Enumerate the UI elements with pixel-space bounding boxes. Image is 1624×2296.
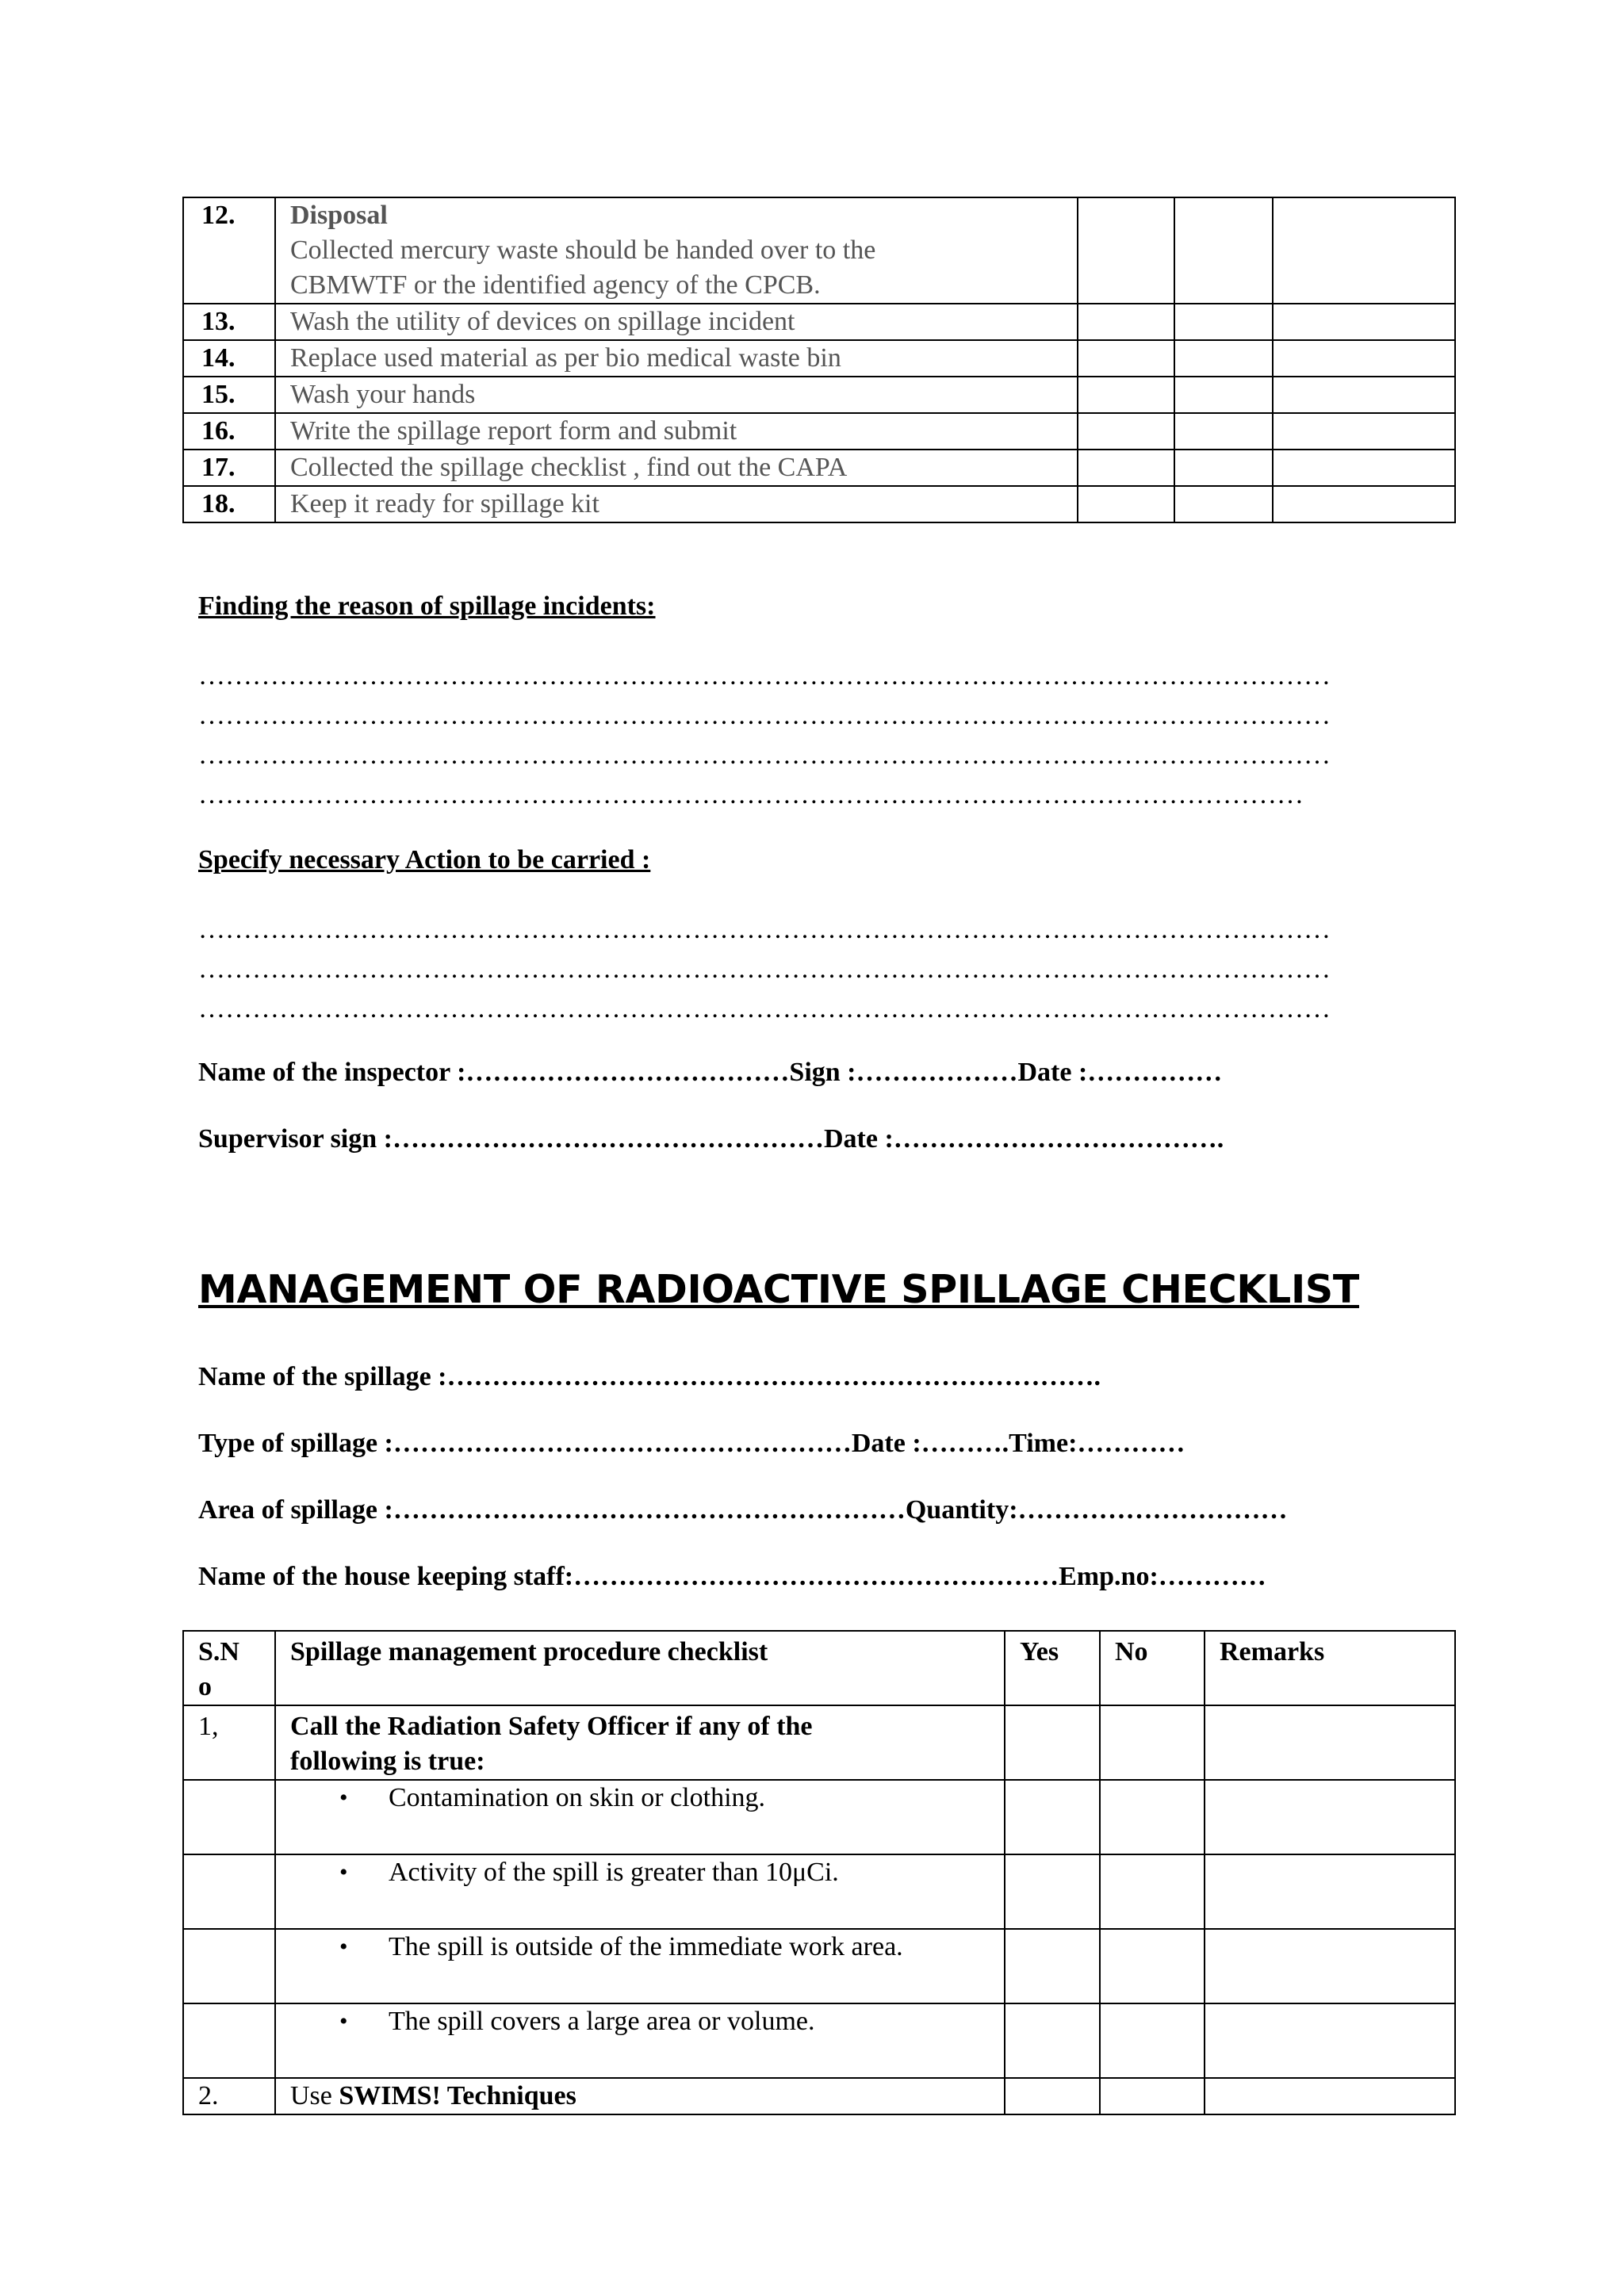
remarks-cell[interactable] bbox=[1273, 486, 1455, 522]
yes-cell[interactable] bbox=[1078, 197, 1174, 304]
no-cell[interactable] bbox=[1174, 304, 1273, 340]
row-number: 18. bbox=[183, 486, 275, 522]
yes-cell[interactable] bbox=[1078, 486, 1174, 522]
no-cell[interactable] bbox=[1100, 1854, 1205, 1929]
yes-cell[interactable] bbox=[1078, 304, 1174, 340]
table-row bbox=[183, 486, 1455, 522]
no-cell[interactable] bbox=[1174, 197, 1273, 304]
remarks-cell[interactable] bbox=[1273, 450, 1455, 486]
dotted-line: ……………………………………………………………………………………………………………… bbox=[198, 994, 1331, 1024]
header-yes: Yes bbox=[1005, 1631, 1100, 1705]
remarks-cell[interactable] bbox=[1273, 377, 1455, 413]
table-row bbox=[183, 1705, 1455, 1780]
dotted-line: ……………………………………………………………………………………………………………… bbox=[198, 661, 1331, 691]
inspector-line[interactable]: Name of the inspector :………………………………Sign :………………Date :…………… bbox=[198, 1058, 1223, 1087]
table-row bbox=[183, 413, 1455, 450]
header-procedure: Spillage management procedure checklist bbox=[275, 1631, 1005, 1705]
row-number: 15. bbox=[183, 377, 275, 413]
list-item: • The spill covers a large area or volume. bbox=[338, 2004, 1004, 2039]
row-number bbox=[183, 1780, 275, 1854]
no-cell[interactable] bbox=[1174, 413, 1273, 450]
row-number: 2. bbox=[183, 2078, 275, 2114]
radioactive-checklist-table bbox=[182, 1630, 1456, 2115]
list-item: • The spill is outside of the immediate work area. bbox=[338, 1930, 1004, 1965]
row-number: 16. bbox=[183, 413, 275, 450]
no-cell[interactable] bbox=[1174, 450, 1273, 486]
remarks-cell[interactable] bbox=[1205, 1705, 1455, 1780]
row-text: Collected the spillage checklist , find out the CAPA bbox=[275, 450, 1078, 486]
yes-cell[interactable] bbox=[1078, 340, 1174, 377]
page-title: MANAGEMENT OF RADIOACTIVE SPILLAGE CHECKLIST bbox=[198, 1267, 1360, 1312]
no-cell[interactable] bbox=[1100, 2003, 1205, 2078]
remarks-cell[interactable] bbox=[1205, 2003, 1455, 2078]
row-text: Keep it ready for spillage kit bbox=[275, 486, 1078, 522]
table-row bbox=[183, 377, 1455, 413]
header-remarks: Remarks bbox=[1205, 1631, 1455, 1705]
row-text bbox=[275, 1929, 1005, 2003]
no-cell[interactable] bbox=[1174, 340, 1273, 377]
remarks-cell[interactable] bbox=[1205, 1780, 1455, 1854]
yes-cell[interactable] bbox=[1005, 2003, 1100, 2078]
table-row bbox=[183, 2003, 1455, 2078]
row-text bbox=[275, 1854, 1005, 1929]
housekeeping-line[interactable]: Name of the house keeping staff:………………………………………………Emp.no:………… bbox=[198, 1562, 1266, 1591]
header-no: No bbox=[1100, 1631, 1205, 1705]
remarks-cell[interactable] bbox=[1205, 1929, 1455, 2003]
row-text bbox=[275, 197, 1078, 304]
bullet-icon: • bbox=[339, 1934, 348, 1960]
remarks-cell[interactable] bbox=[1273, 340, 1455, 377]
no-cell[interactable] bbox=[1100, 1929, 1205, 2003]
table-row bbox=[183, 1854, 1455, 1929]
row-text: Replace used material as per bio medical waste bin bbox=[275, 340, 1078, 377]
row-description: Collected mercury waste should be handed over to the CBMWTF or the identified agency of the CPCB. bbox=[290, 235, 876, 300]
dotted-line: ……………………………………………………………………………………………………………… bbox=[198, 915, 1331, 944]
spillage-name-line[interactable]: Name of the spillage :………………………………………………………………. bbox=[198, 1362, 1101, 1391]
yes-cell[interactable] bbox=[1078, 450, 1174, 486]
dotted-line: ……………………………………………………………………………………………………………… bbox=[198, 701, 1331, 730]
row-number: 13. bbox=[183, 304, 275, 340]
no-cell[interactable] bbox=[1100, 2078, 1205, 2114]
table-row bbox=[183, 1780, 1455, 1854]
row-number: 1, bbox=[183, 1705, 275, 1780]
row-text: Wash the utility of devices on spillage incident bbox=[275, 304, 1078, 340]
bullet-icon: • bbox=[339, 1785, 348, 1811]
spillage-type-line[interactable]: Type of spillage :……………………………………………Date :……….Time:………… bbox=[198, 1429, 1185, 1458]
header-sno: S.N o bbox=[183, 1631, 275, 1705]
row-number: 17. bbox=[183, 450, 275, 486]
yes-cell[interactable] bbox=[1005, 1780, 1100, 1854]
no-cell[interactable] bbox=[1100, 1705, 1205, 1780]
yes-cell[interactable] bbox=[1078, 377, 1174, 413]
row-text: Wash your hands bbox=[275, 377, 1078, 413]
table-row bbox=[183, 450, 1455, 486]
list-item: • Activity of the spill is greater than 10μCi. bbox=[338, 1855, 1004, 1890]
no-cell[interactable] bbox=[1100, 1780, 1205, 1854]
reason-heading: Finding the reason of spillage incidents: bbox=[198, 591, 656, 621]
remarks-cell[interactable] bbox=[1273, 304, 1455, 340]
action-lines[interactable] bbox=[198, 910, 1451, 1029]
yes-cell[interactable] bbox=[1005, 1705, 1100, 1780]
row-number bbox=[183, 1854, 275, 1929]
remarks-cell[interactable] bbox=[1205, 2078, 1455, 2114]
row-text bbox=[275, 2003, 1005, 2078]
dotted-line: ……………………………………………………………………………………………………………… bbox=[198, 955, 1331, 984]
supervisor-line[interactable]: Supervisor sign :…………………………………………Date :………………………………. bbox=[198, 1124, 1224, 1154]
yes-cell[interactable] bbox=[1005, 1854, 1100, 1929]
no-cell[interactable] bbox=[1174, 486, 1273, 522]
table-header-row bbox=[183, 1631, 1455, 1705]
reason-lines[interactable] bbox=[198, 656, 1451, 815]
remarks-cell[interactable] bbox=[1205, 1854, 1455, 1929]
row-text: Write the spillage report form and submit bbox=[275, 413, 1078, 450]
action-heading: Specify necessary Action to be carried : bbox=[198, 845, 651, 874]
row-subtitle: Disposal bbox=[290, 201, 388, 230]
bullet-icon: • bbox=[339, 1859, 348, 1885]
row-text: Use SWIMS! Techniques bbox=[275, 2078, 1005, 2114]
table-row bbox=[183, 197, 1455, 304]
row-text bbox=[275, 1780, 1005, 1854]
table-row bbox=[183, 340, 1455, 377]
row-text: Call the Radiation Safety Officer if any of the following is true: bbox=[275, 1705, 1005, 1780]
yes-cell[interactable] bbox=[1005, 1929, 1100, 2003]
table-row bbox=[183, 304, 1455, 340]
yes-cell[interactable] bbox=[1078, 413, 1174, 450]
row-number: 14. bbox=[183, 340, 275, 377]
spillage-area-line[interactable]: Area of spillage :…………………………………………………Quantity:………………………… bbox=[198, 1495, 1288, 1525]
yes-cell[interactable] bbox=[1005, 2078, 1100, 2114]
remarks-cell[interactable] bbox=[1273, 197, 1455, 304]
row-number bbox=[183, 1929, 275, 2003]
dotted-line: ……………………………………………………………………………………………………………… bbox=[198, 740, 1331, 770]
no-cell[interactable] bbox=[1174, 377, 1273, 413]
row-number: 12. bbox=[183, 197, 275, 304]
top-checklist-table bbox=[182, 197, 1456, 523]
table-row bbox=[183, 1929, 1455, 2003]
list-item: • Contamination on skin or clothing. bbox=[338, 1781, 1004, 1816]
remarks-cell[interactable] bbox=[1273, 413, 1455, 450]
dotted-line: …………………………………………………………………………………………………………… bbox=[198, 780, 1304, 809]
bullet-icon: • bbox=[339, 2008, 348, 2034]
row-number bbox=[183, 2003, 275, 2078]
table-row bbox=[183, 2078, 1455, 2114]
